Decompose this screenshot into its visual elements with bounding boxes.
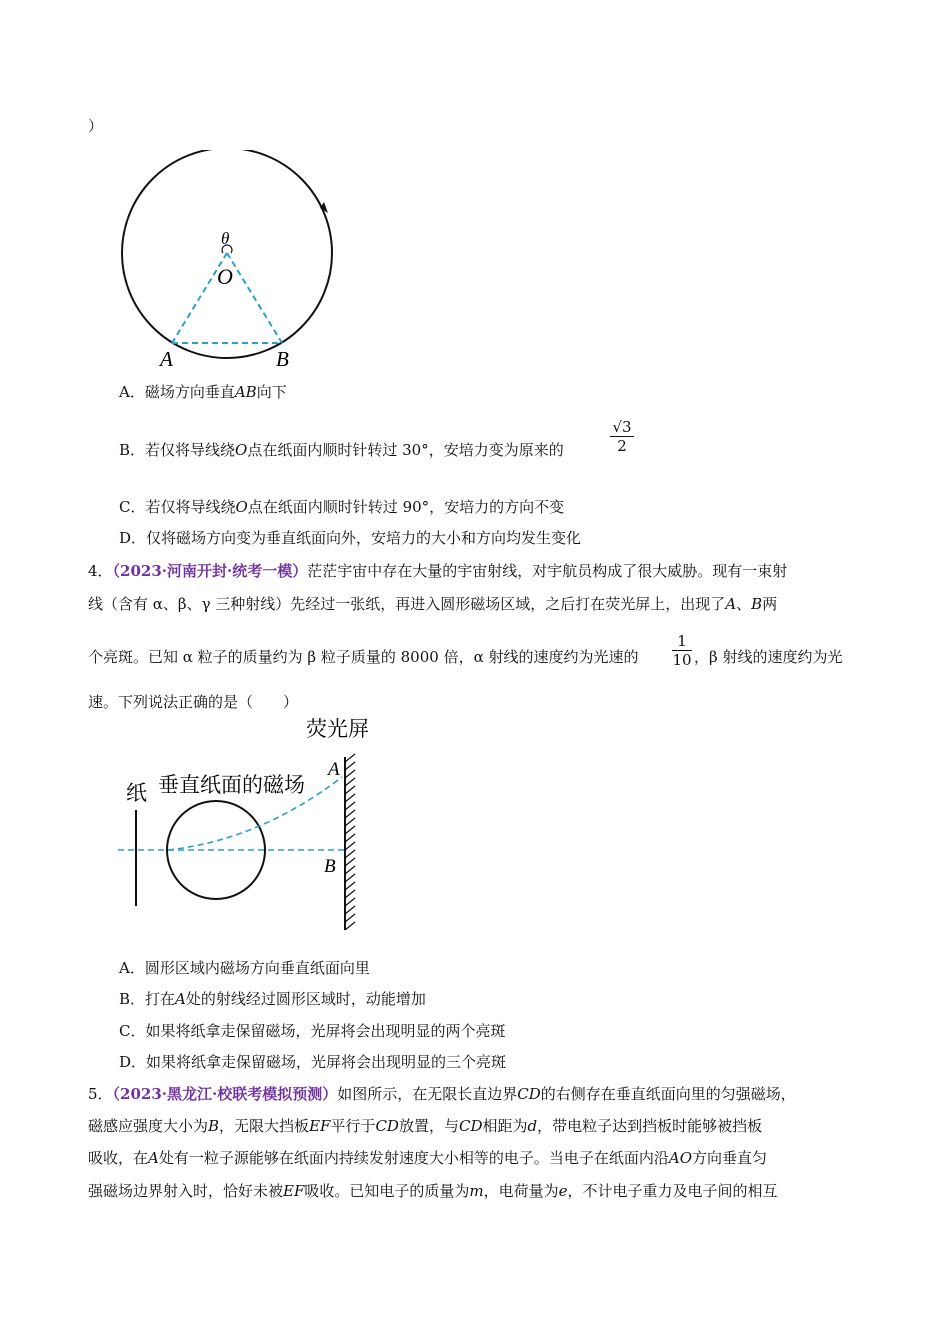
q4-option-b: B．打在A处的射线经过圆形区域时，动能增加 <box>119 990 426 1008</box>
label-B: B <box>276 347 289 371</box>
q5-source: （2023·黑龙江·校联考模拟预测） <box>112 1085 338 1103</box>
fluorescent-screen-figure <box>110 712 390 942</box>
q4-option-d: D．如果将纸拿走保留磁场，光屏将会出现明显的三个亮斑 <box>119 1053 507 1071</box>
fraction-denominator: 10 <box>672 651 692 669</box>
q3-option-d: D．仅将磁场方向变为垂直纸面向外，安培力的大小和方向均发生变化 <box>119 529 582 547</box>
q3-option-c: C．若仅将导线绕O点在纸面内顺时针转过 90°，安培力的方向不变 <box>119 498 565 516</box>
q4-line2: 线（含有 α、β、γ 三种射线）先经过一张纸，再进入圆形磁场区域，之后打在荧光屏上，出现了A、B两 <box>88 595 778 613</box>
label-O: O <box>217 264 233 289</box>
q4-option-c: C．如果将纸拿走保留磁场，光屏将会出现明显的两个亮斑 <box>119 1022 506 1040</box>
label-theta: θ <box>221 229 230 248</box>
screen-label: 荧光屏 <box>306 717 369 741</box>
circle-wire-figure <box>110 150 350 375</box>
q3-option-b-fraction <box>610 418 634 455</box>
field-label: 垂直纸面的磁场 <box>158 773 305 797</box>
fraction-numerator: √3 <box>612 418 632 436</box>
q4-fraction <box>672 632 692 669</box>
q4-option-a: A．圆形区域内磁场方向垂直纸面向里 <box>119 959 370 977</box>
q5-line1: 5．（2023·黑龙江·校联考模拟预测）如图所示，在无限长直边界CD的右侧存在垂直纸面向里的匀强磁场， <box>88 1085 796 1103</box>
fraction-denominator: 2 <box>610 436 634 455</box>
q5-line4: 强磁场边界射入时，恰好未被EF吸收。已知电子的质量为m，电荷量为e，不计电子重力及电子间的相互 <box>88 1182 778 1200</box>
q4-line4: 速。下列说法正确的是（ ） <box>88 693 299 711</box>
q4-line3: 个亮斑。已知 α 粒子的质量约为 β 粒子质量的 8000 倍，α 射线的速度约为光速的 <box>88 648 639 666</box>
fraction-numerator: 1 <box>677 632 687 650</box>
label-B: B <box>324 856 336 877</box>
radius-OB <box>227 253 282 343</box>
q5-line2: 磁感应强度大小为B，无限大挡板EF平行于CD放置，与CD相距为d，带电粒子达到挡板时能够被挡板 <box>88 1117 763 1135</box>
label-A: A <box>328 759 340 780</box>
q4-source: （2023·河南开封·统考一模） <box>112 562 308 580</box>
paper-label: 纸 <box>126 781 147 805</box>
q4-line1: 4．（2023·河南开封·统考一模）茫茫宇宙中存在大量的宇宙射线，对宇航员构成了很大威胁。现有一束射 <box>88 562 788 580</box>
q5-line3: 吸收，在A处有一粒子源能够在纸面内持续发射速度大小相等的电子。当电子在纸面内沿AO方向垂直匀 <box>88 1149 768 1167</box>
q4-line3-end: ，β 射线的速度约为光 <box>694 648 843 666</box>
label-A: A <box>160 347 173 371</box>
continued-paren: ） <box>88 117 104 135</box>
q3-option-b: B．若仅将导线绕O点在纸面内顺时针转过 30°，安培力变为原来的 <box>119 441 564 459</box>
screen-hatching <box>345 754 355 930</box>
q3-option-a: A．磁场方向垂直AB向下 <box>119 383 287 401</box>
